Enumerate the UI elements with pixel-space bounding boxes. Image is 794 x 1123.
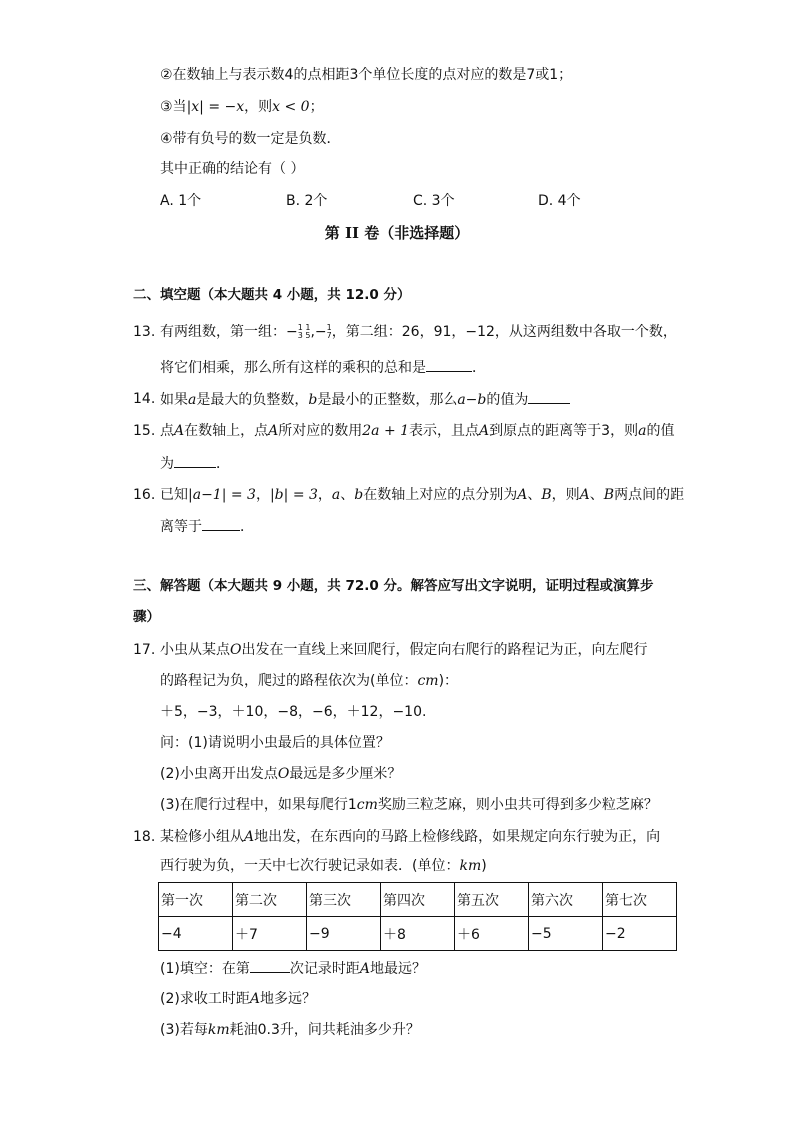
answer-blank bbox=[202, 516, 240, 531]
q14-number: 14. bbox=[133, 391, 156, 407]
travel-record-table bbox=[158, 882, 677, 951]
q15-number: 15. bbox=[133, 423, 156, 439]
part-title: 第 II 卷（非选择题） bbox=[324, 224, 470, 242]
table-header-cell: 第六次 bbox=[529, 883, 603, 917]
answer-blank bbox=[426, 357, 472, 372]
statement-2: ②在数轴上与表示数4的点相距3个单位长度的点对应的数是7或1； bbox=[160, 67, 573, 83]
option-a: A. 1个 bbox=[160, 193, 202, 209]
answer-blank bbox=[174, 453, 216, 468]
q17-number: 17. bbox=[133, 642, 156, 658]
q17-sub3: (3)在爬行过程中，如果每爬行1cm奖励三粒芝麻，则小虫共可得到多少粒芝麻？ bbox=[160, 797, 658, 813]
question-stem: 其中正确的结论有（ ） bbox=[160, 161, 305, 177]
statement-3: ③当|x| = −x，则x < 0； bbox=[160, 99, 324, 115]
q16-number: 16. bbox=[133, 487, 156, 503]
q16-line2: 离等于 ． bbox=[160, 516, 254, 537]
table-cell: ＋7 bbox=[233, 917, 307, 951]
table-row bbox=[159, 917, 677, 951]
q18-sub2: (2)求收工时距A地多远？ bbox=[160, 991, 316, 1007]
option-c: C. 3个 bbox=[413, 193, 455, 209]
section3-title-line1: 三、解答题（本大题共 9 小题，共 72.0 分。解答应写出文字说明，证明过程或演算步 bbox=[133, 578, 654, 594]
q18-number: 18. bbox=[133, 829, 156, 845]
fraction: 1 7 bbox=[326, 323, 332, 340]
q16-line1: 已知|a−1| = 3，|b| = 3，a、b在数轴上对应的点分别为A、B，则A、B两点间的距 bbox=[160, 487, 685, 503]
section2-title: 二、填空题（本大题共 4 小题，共 12.0 分） bbox=[133, 287, 411, 303]
table-header-cell: 第四次 bbox=[381, 883, 455, 917]
q15-line2: 为 ． bbox=[160, 453, 230, 474]
q13-line2: 将它们相乘，那么所有这样的乘积的总和是 ． bbox=[160, 357, 486, 378]
answer-blank bbox=[250, 958, 290, 973]
q14-text: 如果a是最大的负整数，b是最小的正整数，那么a−b的值为 bbox=[160, 389, 570, 410]
statement-4: ④带有负号的数一定是负数． bbox=[160, 131, 341, 147]
q17-sub1: 问：(1)请说明小虫最后的具体位置？ bbox=[160, 735, 390, 751]
q18-line1: 某检修小组从A地出发，在东西向的马路上检修线路，如果规定向东行驶为正，向 bbox=[160, 829, 661, 845]
table-cell: −4 bbox=[159, 917, 233, 951]
table-cell: −9 bbox=[307, 917, 381, 951]
q18-sub3: (3)若每km耗油0.3升，问共耗油多少升？ bbox=[160, 1022, 420, 1038]
fraction: 1 1 3 5 bbox=[297, 323, 311, 340]
q17-line2: 的路程记为负，爬过的路程依次为(单位：cm)： bbox=[160, 673, 459, 689]
q17-line3: ＋5，−3，＋10，−8，−6，＋12，−10. bbox=[160, 704, 427, 720]
table-cell: −5 bbox=[529, 917, 603, 951]
table-cell: ＋6 bbox=[455, 917, 529, 951]
table-cell: ＋8 bbox=[381, 917, 455, 951]
section3-title-line2: 骤） bbox=[133, 609, 160, 625]
table-header-cell: 第五次 bbox=[455, 883, 529, 917]
q18-line2: 西行驶为负，一天中七次行驶记录如表．(单位：km) bbox=[160, 858, 487, 874]
answer-blank bbox=[528, 389, 570, 404]
table-header-cell: 第七次 bbox=[603, 883, 677, 917]
option-b: B. 2个 bbox=[286, 193, 328, 209]
table-header-cell: 第一次 bbox=[159, 883, 233, 917]
q13-line1: 有两组数，第一组：− 1 1 3 5 ,− 1 7 ，第二组：26，91，−12，从这两组数中各取一个数， bbox=[160, 323, 677, 340]
q13-number: 13. bbox=[133, 324, 156, 340]
table-header-cell: 第三次 bbox=[307, 883, 381, 917]
table-header-row bbox=[159, 883, 677, 917]
q18-sub1: (1)填空：在第 次记录时距A地最远？ bbox=[160, 958, 426, 979]
q17-line1: 小虫从某点O出发在一直线上来回爬行，假定向右爬行的路程记为正，向左爬行 bbox=[160, 642, 648, 658]
q17-sub2: (2)小虫离开出发点O最远是多少厘米？ bbox=[160, 766, 402, 782]
table-header-cell: 第二次 bbox=[233, 883, 307, 917]
option-d: D. 4个 bbox=[538, 193, 581, 209]
q15-line1: 点A在数轴上，点A所对应的数用2a + 1表示，且点A到原点的距离等于3，则a的值 bbox=[160, 423, 675, 439]
table-cell: −2 bbox=[603, 917, 677, 951]
